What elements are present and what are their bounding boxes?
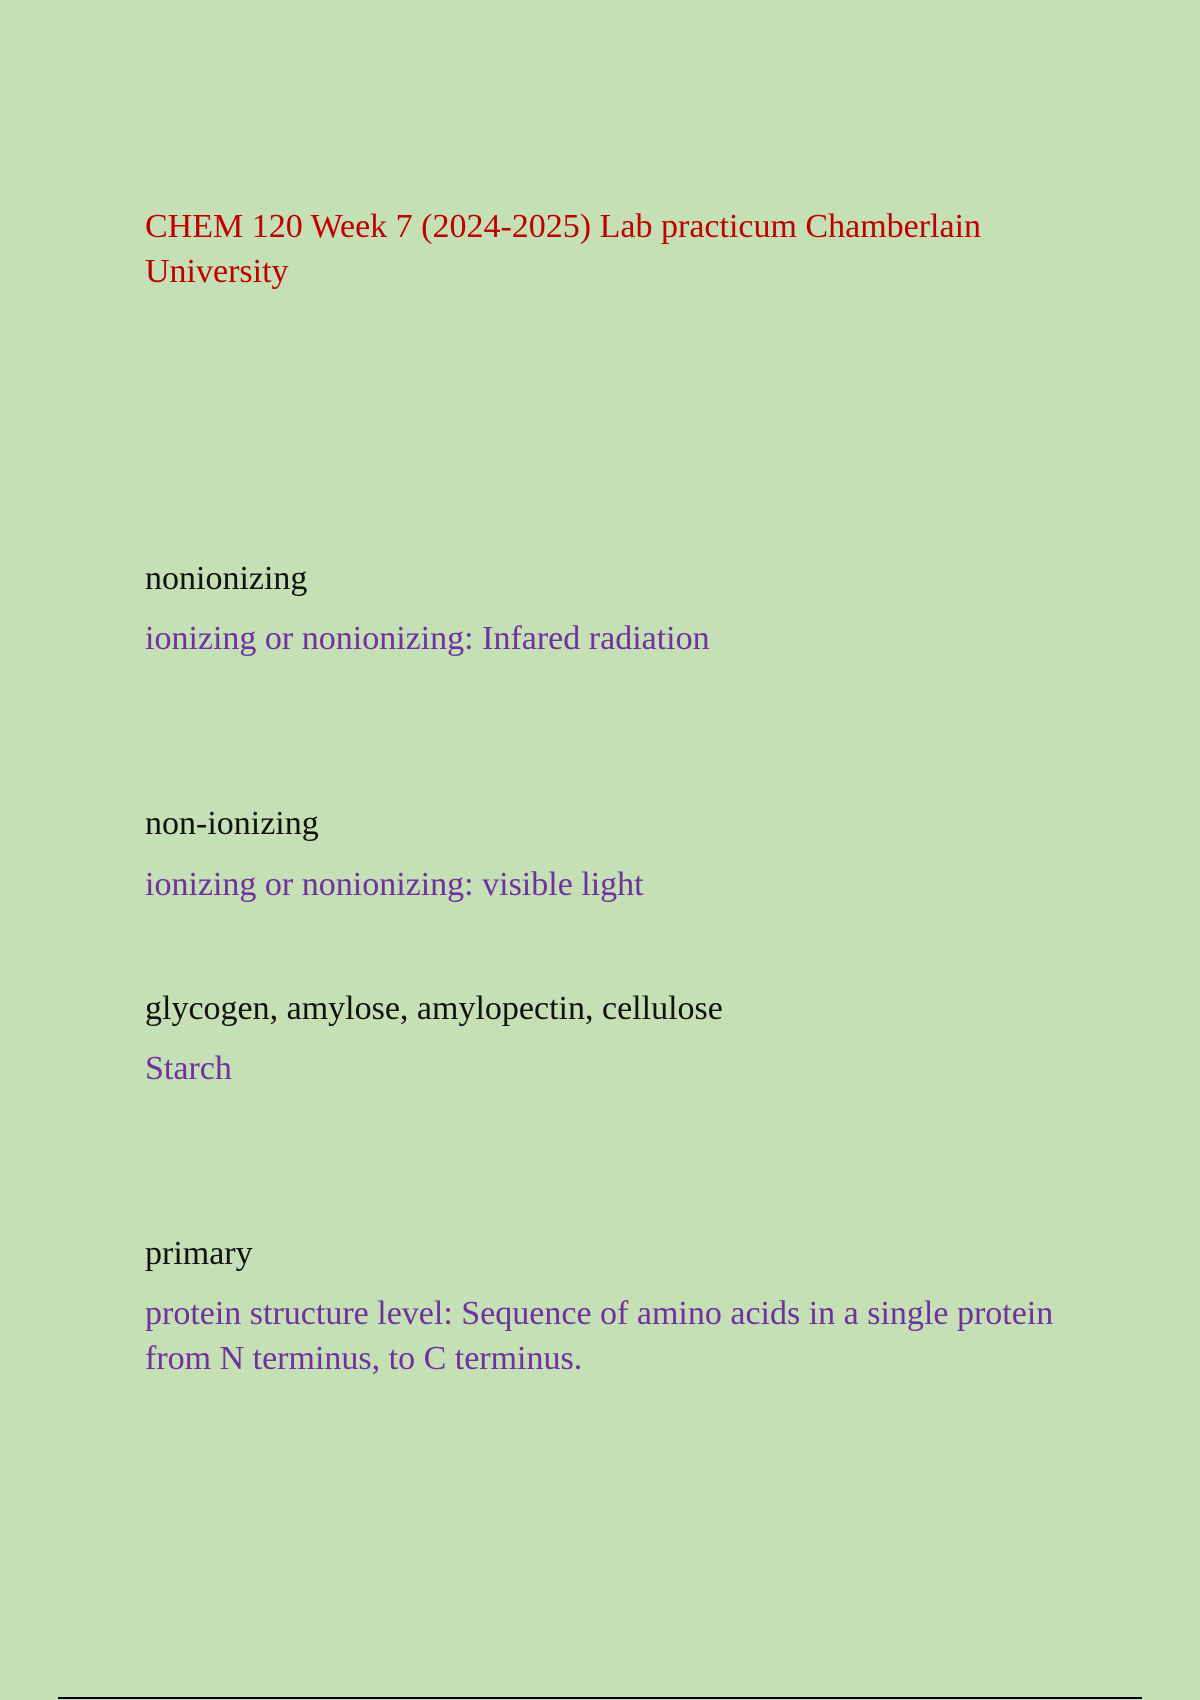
flashcard-definition: ionizing or nonionizing: Infared radiation — [145, 620, 710, 657]
flashcard-term: primary — [145, 1235, 253, 1272]
document-title: CHEM 120 Week 7 (2024-2025) Lab practicum Chamberlain University — [145, 208, 982, 290]
flashcard-term: nonionizing — [145, 560, 308, 597]
footer-divider — [58, 1697, 1142, 1699]
flashcard-term: non-ionizing — [145, 805, 319, 842]
flashcard-definition: Starch — [145, 1050, 232, 1087]
flashcard-term: glycogen, amylose, amylopectin, cellulose — [145, 990, 723, 1027]
flashcard-definition: protein structure level: Sequence of amino acids in a single protein from N terminus, to C terminus. — [145, 1295, 1054, 1377]
flashcard-definition: ionizing or nonionizing: visible light — [145, 866, 644, 903]
